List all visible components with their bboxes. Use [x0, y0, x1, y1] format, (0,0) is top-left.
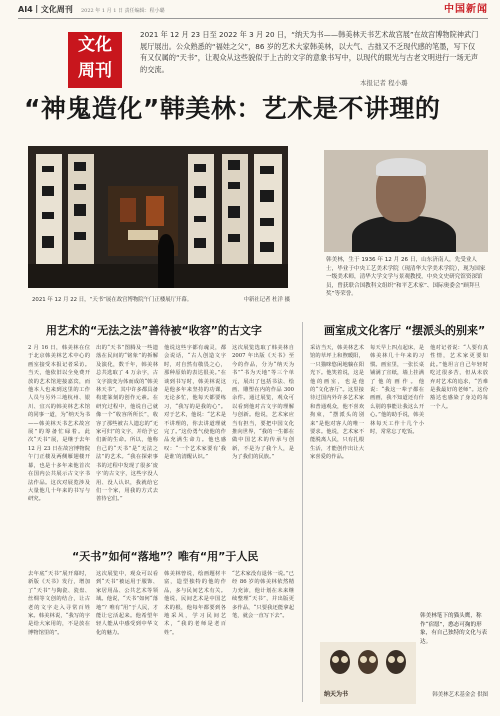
section-1-column-3: 他说这些字都有魂灵，都会说话，“古人创造文字时，对自然有敬畏之心，那种原始的表达很美。”在谈到书写时，韩美林说这是他多年来坚持的功课，无论多忙，他每天都要练习，“我写的是我的心”。对于艺术，他说：“艺术是不讲理的，你去讲道理就完了。”这份勇气使他的作品充满生命力。他也感叹：“一个艺术家要有‘我是谁’的清醒认识。”	[164, 345, 226, 461]
section-3-column-4: “艺术家没有退休一说。”已经 86 岁的韩美林依然精力充沛，他计划在未来继续整理“天书”，并出版更多作品，“只要我还能拿起笔，就会一直写下去”。	[232, 571, 294, 620]
portrait-photo	[324, 150, 488, 252]
column-divider	[302, 322, 303, 702]
section-2-column-1: 采访当天，韩美林艺术馆的草坪上和煦暖阳，一只猫咪悠闲地躺在阳光下。他笑着说，这是他的画室，也是他的“文化客厅”。这里接待过国内外许多艺术家和普通观众，他不喜欢拘束，“摆派头的别来”是他对客人的唯一要求。他说，艺术家不能脱离人民，只有扎根生活，才能创作出让大家喜爱的作品。	[310, 345, 364, 461]
section-2-column-2: 每天早上四点起床，是韩美林几十年来的习惯。画室里，一张长桌铺满了宣纸，墙上挂满了他的画作。他说：“我这一辈子都在画画，我不知道还有什么别的事能让我这么开心。”他的助手说，韩美林每天工作十几个小时，常常忘了吃饭。	[370, 345, 424, 436]
section-3-heading: “天书”如何“落地”？唯有“用”于人民	[72, 550, 259, 563]
intro-paragraph: 2021 年 12 月 23 日至 2022 年 3 月 20 日，“纳天为书——韩美林天书艺术故宫展”在故宫博物院神武门展厅展出。公众熟悉的“福娃之父”，86 岁的艺术大家韩美林，以大气、古拙又不乏现代感的笔墨，写下仅有又仅属的“天书”，让观众从这些貌似于上古的文字的意象书写中，以现代的眼光与古老文明进行一场无声的交流。	[140, 30, 479, 74]
badge-line-2: 周刊	[78, 61, 112, 81]
section-1-column-1: 2 月 16 日，韩美林在位于北京韩美林艺术中心的画室接受本报记者采访。当天，他依旧以全免费开放的艺术馆迎接嘉宾，而他本人也来到这里的工作人员与另外三地杭州、银川、宜兴的韩美林艺术馆的同事一道，为“纳天为书——韩美林天书艺术故宫展”的筹备忙碌着。此次“天书”展，是继于去年 12 月 23 日在故宫博物院午门正楼及两侧雁翅楼开幕，也是十多年来他首次在国内公共展示古文字书法作品。这次对展览涉及大量他几十年来的书写与研究。	[28, 345, 90, 503]
section-2-heading: 画室成文化客厅 “摆派头的别来”	[324, 324, 486, 337]
date-line: 2022 年 1 月 1 日 责任编辑：程小璐	[80, 8, 165, 14]
byline: 本报记者 程小璐	[360, 79, 408, 87]
exhibition-scene	[28, 146, 288, 288]
owl-3	[386, 650, 406, 674]
portrait-hair	[376, 158, 426, 176]
top-divider	[18, 18, 488, 19]
section-1-column-4: 这次展览选取了韩美林自 2007 年出版《天书》至今的作品，分为“纳天为书”“书为天地”等三个单元，展出了包括书法、绘画、雕塑在内的作品 300 余件。通过展览，观众可以看到他对古文字的理解与创新。他说，艺术家应当有担当，要把中国文化推向世界，“我的一生都在做中国艺术的传承与创新，不是为了我个人，是为了我们的民族。”	[232, 345, 294, 461]
artwork-caption: 韩美林笔下的猫头鹰，称作“宿愿”，憨态可掬的形象，有自己独特的文化与表达。	[420, 613, 488, 645]
exhibition-photo	[28, 146, 288, 288]
owl-2	[358, 650, 378, 674]
owl-artwork	[320, 642, 416, 704]
section-2-column-3: 他对记者说：“人要有真性情，艺术家更要如此。”他坦言自己年轻时吃过很多苦，但从未放弃对艺术的追求，“苦难是我最好的老师”。这份豁达也感染了身边的每一个人。	[430, 345, 488, 410]
portrait-caption: 韩美林，生于 1936 年 12 月 26 日，山东济南人，先受业人士，毕业于中央工艺美术学院（现清华大学美术学院），现为国家一级美术师，清华大学文学与景观教授，中央文史研究馆资深馆员，曾获联合国教科文组织“和平艺术家”、国际奥委会“顾拜旦奖”等荣誉。	[326, 257, 486, 298]
masthead	[18, 3, 488, 17]
artwork-credit: 韩美林艺术基金会 供图	[432, 692, 488, 698]
section-3-column-2: 这次展览中，观众可以看到“天书”被运用于服饰、家居用品、公共艺术等领域。他说，“天书”如何“落地”？唯有“用”于人民，才能让它活起来。他希望年轻人能从中感受到中华文化的魅力。	[96, 571, 158, 636]
owl-1	[330, 650, 350, 674]
photo-caption-text: 2021 年 12 月 22 日，“天书”展在故宫博物院午门正楼展厅开幕。	[32, 297, 193, 303]
section-1-heading: 用艺术的“无法之法”善待被“收容”的古文字	[46, 324, 262, 337]
section-3-column-3: 韩美林曾说，绘画题材丰富，造型独特的他的作品，多与民间艺术有关。他说，民间艺术是中国艺术的根，他每年都要到各地采风，学习民间艺术，“我的老师是老百姓”。	[164, 571, 226, 636]
photo-credit: 中新社记者 杜洋 摄	[243, 297, 290, 303]
section-3-column-1: 去年底“天书”展开幕时，新版《天书》发行，增加了“天书”与陶瓷、瓷盘、丝绸等文创的结合，让古老的文字走入寻常百姓家。韩美林说，“我写的字是给大家用的，不是放在博物馆里的”。	[28, 571, 90, 636]
section-badge	[68, 32, 122, 88]
headline: “神鬼造化”韩美林：艺术是不讲理的	[24, 94, 441, 123]
section-1-column-2: 出的“天书”图腾及一些遗落在民间的“铭象”的拆解及演化，数千年，韩美林总共选取了 4 万余字，古文字演变为体而成的“韩美林天书”，其中许多都具备构建篆刻的创作元素。在研究过程中，他说自己就像一个“收容所所长”，收容了那些被古人遗忘的“无家可归”的文字，并给予它们新的生命。所以，他称自己的“天书”是“无法之法”的艺术。“我在探索事书的过程中发现了很多‘废字’的古文字，这些字没人用、没人认识，我就给它们一个家，用我的方式去善待它们。”	[96, 345, 158, 503]
badge-line-1: 文化	[78, 35, 112, 55]
artwork-title: 纳天为书	[324, 691, 349, 698]
photo-caption	[32, 295, 290, 303]
newspaper-logo: 中国新闻	[444, 4, 488, 15]
page-label: AI4丨文化周刊	[18, 5, 73, 14]
